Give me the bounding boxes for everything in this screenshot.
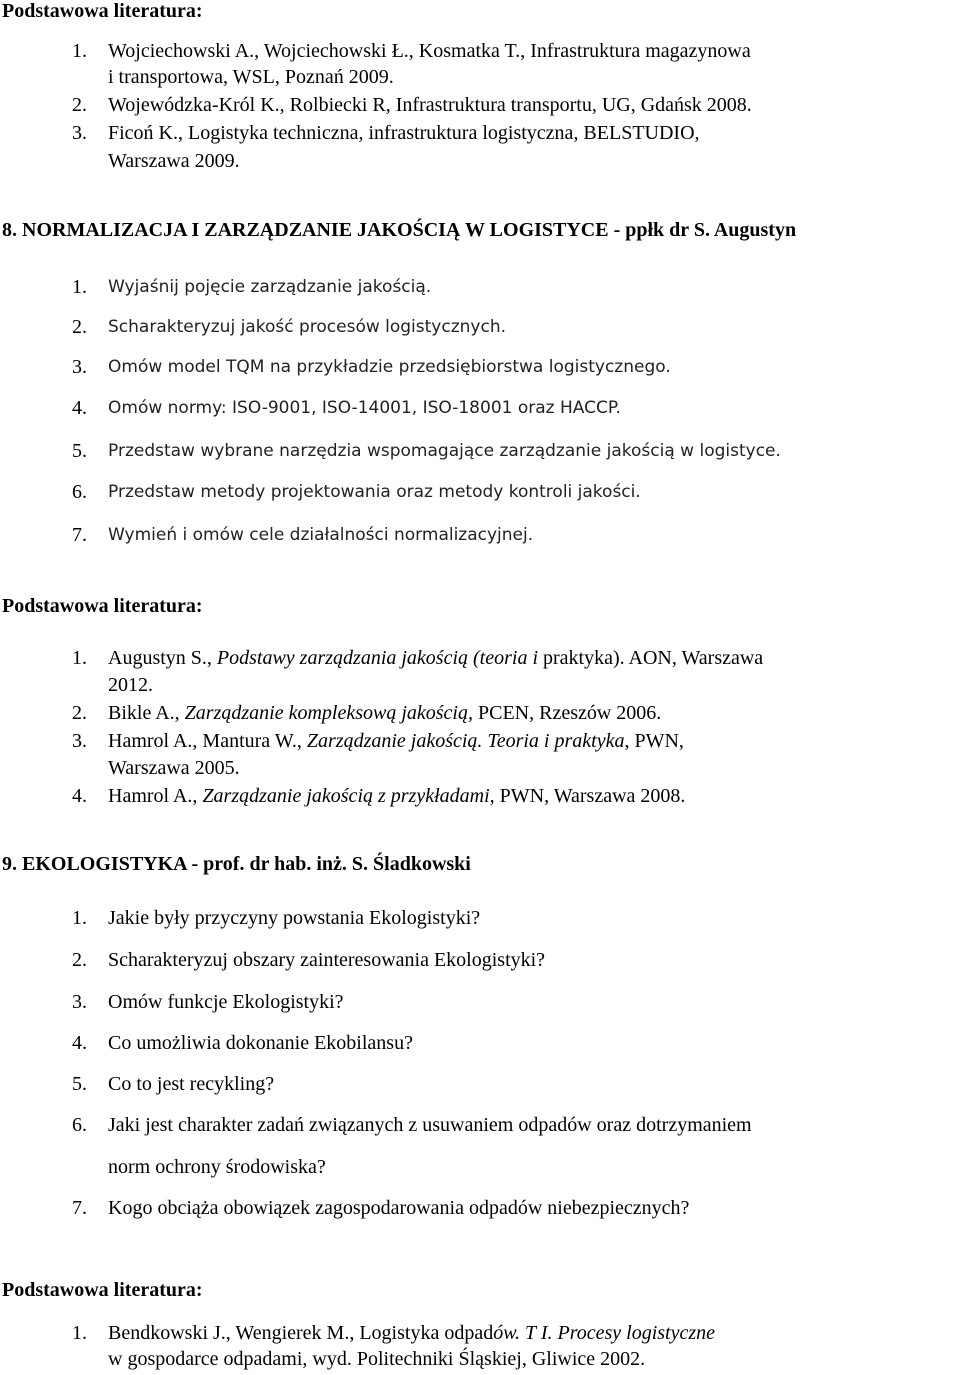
- literature-heading: Podstawowa literatura:: [2, 0, 203, 22]
- literature-item-continuation: w gospodarce odpadami, wyd. Politechniki Śląskiej, Gliwice 2002.: [108, 1348, 646, 1370]
- section-title: 8. NORMALIZACJA I ZARZĄDZANIE JAKOŚCIĄ W LOGISTYCE - ppłk dr S. Augustyn: [2, 219, 797, 241]
- literature-item-continuation: 2012.: [108, 674, 153, 696]
- section-title: 9. EKOLOGISTYKA - prof. dr hab. inż. S. Śladkowski: [2, 853, 471, 875]
- list-item-continuation: i transportowa, WSL, Poznań 2009.: [108, 66, 394, 88]
- literature-heading: Podstawowa literatura:: [2, 595, 203, 617]
- list-item-continuation: Warszawa 2009.: [108, 150, 240, 172]
- question-item-continuation: norm ochrony środowiska?: [108, 1156, 326, 1178]
- literature-heading: Podstawowa literatura:: [2, 1279, 203, 1301]
- literature-item-continuation: Warszawa 2005.: [108, 757, 240, 779]
- document-page: Podstawowa literatura: 1. Wojciechowski A., Wojciechowski Ł., Kosmatka T., Infrastruktura magazynowa i transportowa, WSL, Poznań 2009. 2. Wojewódzka-Król K., Rolbiecki R, Infrastruktura transportu, UG, Gdańsk 2008. 3. Ficoń K., Logistyka techniczna, infrastruktura logistyczna, BELSTUDIO, Warszawa 2009. 8. NORMALIZACJA I ZARZĄDZANIE JAKOŚCIĄ W LOGISTYCE - ppłk dr S. Augustyn 1. Wyjaśnij pojęcie zarządzanie jakością. 2. Scharakteryzuj jakość procesów logistycznych. 3. Omów model TQM na przykładzie przedsiębiorstwa logistycznego. 4. Omów normy: ISO-9001, ISO-14001, ISO-18001 oraz HACCP. 5. Przedstaw wybrane narzędzia wspomagające zarządzanie jakością w logistyce. 6. Przedstaw metody projektowania oraz metody kontroli jakości. 7. Wymień i omów cele działalności normalizacyjnej. Podstawowa literatura: 1. Augustyn S., Podstawy zarządzania jakością (teoria i praktyka). AON, Warszawa 2012. 2. Bikle A., Zarządzanie kompleksową jakością, PCEN, Rzeszów 2006. 3. Hamrol A., Mantura W., Zarządzanie jakością. Teoria i praktyka, PWN, Warszawa 2005. 4. Hamrol A., Zarządzanie jakością z przykładami, PWN, Warszawa 2008. 9. EKOLOGISTYKA - prof. dr hab. inż. S. Śladkowski 1. Jakie były przyczyny powstania Ekologistyki? 2. Scharakteryzuj obszary zainteresowania Ekologistyki? 3. Omów funkcje Ekologistyki? 4. Co umożliwia dokonanie Ekobilansu? 5. Co to jest recykling? 6. Jaki jest charakter zadań związanych z usuwaniem odpadów oraz dotrzymaniem norm ochrony środowiska? 7. Kogo obciąża obowiązek zagospodarowania odpadów niebezpiecznych? Podstawowa literatura: 1. Bendkowski J., Wengierek M., Logistyka odpadów. T I. Procesy logistyczne w gospodarce odpadami, wyd. Politechniki Śląskiej, Gliwice 2002.: [2, 0, 797, 1370]
